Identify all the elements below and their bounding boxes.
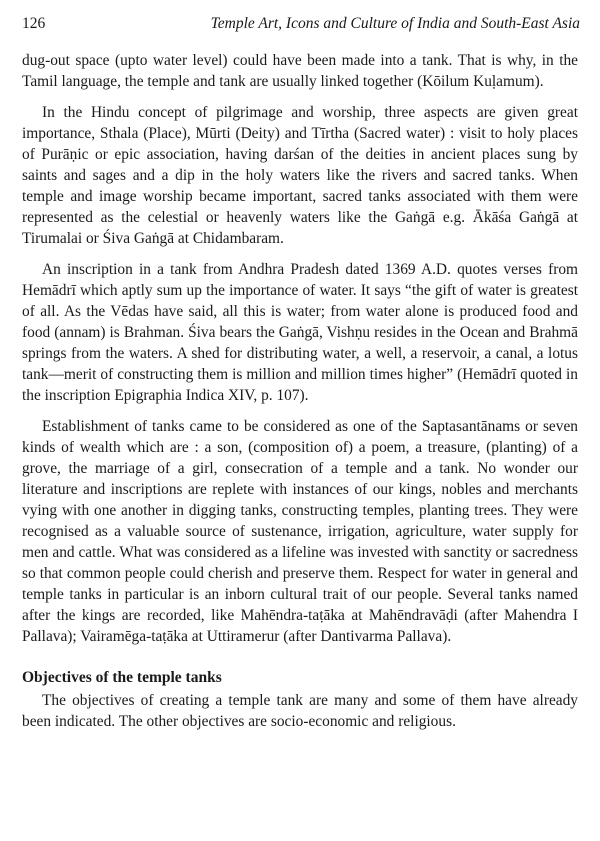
- section-heading: Objectives of the temple tanks: [22, 669, 222, 686]
- page-header: [22, 14, 580, 34]
- paragraph-1: dug-out space (upto water level) could have been made into a tank. That is why, in the Tamil language, the temple and tank are usually linked together (Kōilum Kuḷamum).: [22, 52, 578, 90]
- page-body: [22, 50, 578, 732]
- paragraph-2: In the Hindu concept of pilgrimage and worship, three aspects are given great importance, Sthala (Place), Mūrti (Deity) and Tīrtha (Sacred water) : visit to holy places of Purāṇic or epic association, having darśan of the deities in ancient places sung by saints and sages and a dip in the holy waters like the rivers and sacred tanks. When temple and image worship became important, sacred tanks associated with them were represented as the celestial or heavenly waters like the Gaṅgā e.g. Ākāśa Gaṅgā at Tirumalai or Śiva Gaṅgā at Chidambaram.: [22, 104, 578, 247]
- paragraph-3: An inscription in a tank from Andhra Pradesh dated 1369 A.D. quotes verses from Hemādrī which aptly sum up the importance of water. It says “the gift of water is greatest of all. As the Vēdas have said, all this is water; from water alone is produced food and food (annam) is Brahman. Śiva bears the Gaṅgā, Vishṇu resides in the Ocean and Brahmā springs from the waters. A shed for distributing water, a well, a reservoir, a canal, a lotus tank—merit of constructing them is million and million times higher” (Hemādrī quoted in the inscription Epigraphia Indica XIV, p. 107).: [22, 261, 578, 404]
- running-title: Temple Art, Icons and Culture of India and South-East Asia: [210, 15, 580, 32]
- page-number: 126: [22, 15, 46, 32]
- section-paragraph: The objectives of creating a temple tank are many and some of them have already been indicated. The other objectives are socio-economic and religious.: [22, 692, 578, 730]
- paragraph-4: Establishment of tanks came to be considered as one of the Saptasantānams or seven kinds of wealth which are : a son, (composition of) a poem, a treasure, (planting) of a grove, the marriage of a girl, consecration of a temple and a tank. No wonder our literature and inscriptions are replete with instances of our kings, nobles and merchants vying with one another in digging tanks, constructing temples, planting trees. They were recognised as a valuable source of sustenance, irrigation, agriculture, water supply for men and cattle. What was considered as a lifeline was invested with sanctity or sacredness so that common people could cherish and preserve them. Respect for water in general and temple tanks in particular is an inborn cultural trait of our people. Several tanks named after the kings are recorded, like Mahēndra-taṭāka at Mahēndravāḍi (after Mahendra I Pallava); Vairamēga-taṭāka at Uttiramerur (after Dantivarma Pallava).: [22, 418, 578, 645]
